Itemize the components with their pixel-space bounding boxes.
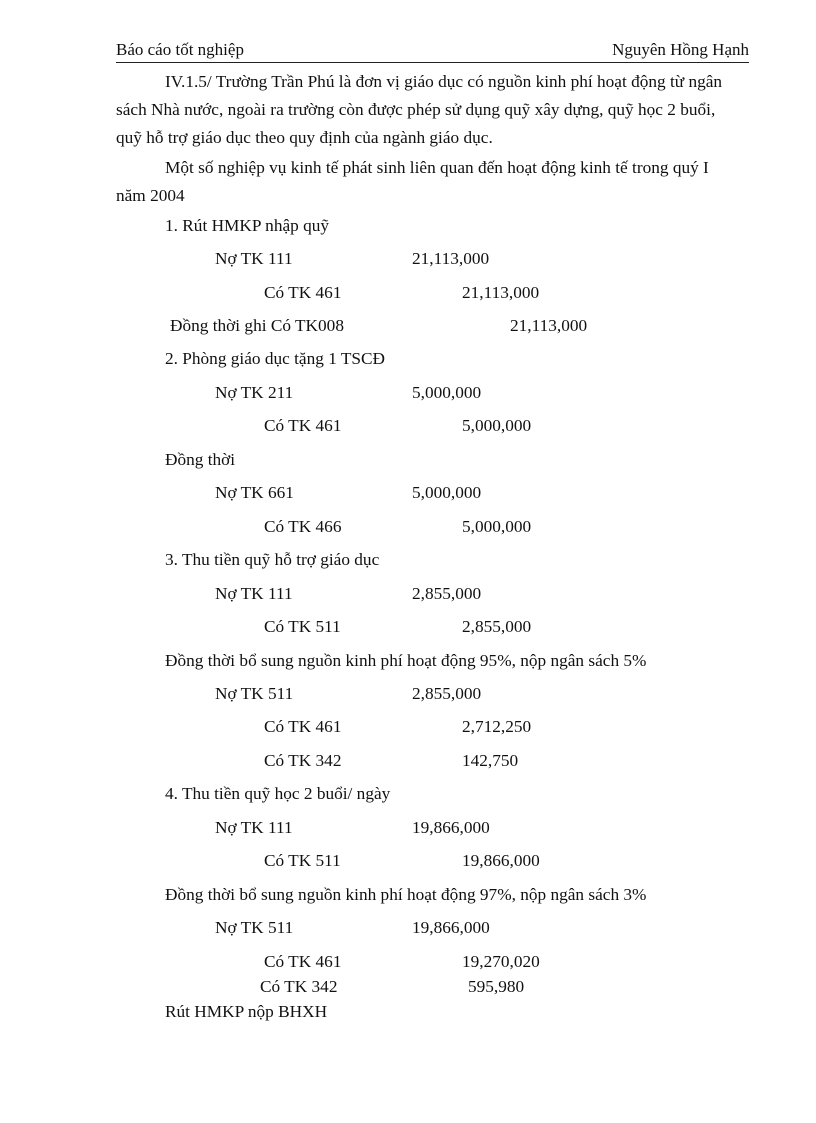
- credit-account: Có TK 461: [264, 416, 342, 435]
- credit-amount: 5,000,000: [462, 416, 532, 435]
- credit-amount: 142,750: [462, 751, 519, 770]
- note-line: Đồng thời: [165, 450, 236, 469]
- debit-account: Nợ TK 111: [215, 818, 293, 837]
- debit-amount: 5,000,000: [412, 483, 482, 502]
- note-line: Đồng thời bổ sung nguồn kinh phí hoạt động 95%, nộp ngân sách 5%: [165, 651, 647, 670]
- debit-amount: 5,000,000: [412, 383, 482, 402]
- debit-amount: 2,855,000: [412, 584, 482, 603]
- debit-amount: 19,866,000: [412, 818, 490, 837]
- credit-account: Có TK 342: [260, 977, 338, 996]
- summary-paragraph: Một số nghiệp vụ kinh tế phát sinh liên quan đến hoạt động kinh tế trong quý I năm 2004: [116, 158, 709, 205]
- credit-amount: 19,866,000: [462, 851, 540, 870]
- header-title: Báo cáo tốt nghiệp: [116, 40, 244, 59]
- section-heading: 1. Rút HMKP nhập quỹ: [165, 216, 330, 235]
- intro-paragraph: IV.1.5/ Trường Trần Phú là đơn vị giáo dục có nguồn kinh phí hoạt động từ ngân sách Nhà nước, ngoài ra trường còn được phép sử dụng quỹ xây dựng, quỹ học 2 buổi, quỹ hỗ trợ giáo dục theo quy định của ngành giáo dục.: [116, 72, 723, 147]
- credit-account: Có TK 511: [264, 617, 341, 636]
- credit-account: Có TK 461: [264, 952, 342, 971]
- credit-amount: 2,855,000: [462, 617, 532, 636]
- debit-account: Nợ TK 511: [215, 684, 294, 703]
- credit-amount: 19,270,020: [462, 952, 540, 971]
- section-heading: 3. Thu tiền quỹ hỗ trợ giáo dục: [165, 550, 380, 569]
- section-heading: Rút HMKP nộp BHXH: [165, 1002, 328, 1021]
- credit-amount: 595,980: [468, 977, 525, 996]
- debit-account: Nợ TK 211: [215, 383, 294, 402]
- credit-amount: 2,712,250: [462, 717, 532, 736]
- debit-account: Nợ TK 111: [215, 584, 293, 603]
- header-author: Nguyên Hồng Hạnh: [612, 40, 749, 59]
- credit-account: Có TK 461: [264, 283, 342, 302]
- debit-account: Nợ TK 111: [215, 249, 293, 268]
- note-line: Đồng thời ghi Có TK008: [170, 316, 344, 335]
- debit-account: Nợ TK 661: [215, 483, 294, 502]
- debit-account: Nợ TK 511: [215, 918, 294, 937]
- debit-amount: 2,855,000: [412, 684, 482, 703]
- credit-amount: 5,000,000: [462, 517, 532, 536]
- section-heading: 4. Thu tiền quỹ học 2 buổi/ ngày: [165, 784, 391, 803]
- debit-amount: 21,113,000: [412, 249, 490, 268]
- credit-amount: 21,113,000: [462, 283, 540, 302]
- section-heading: 2. Phòng giáo dục tặng 1 TSCĐ: [165, 349, 386, 368]
- credit-account: Có TK 466: [264, 517, 342, 536]
- page-header: [116, 38, 749, 63]
- debit-amount: 19,866,000: [412, 918, 490, 937]
- note-line: Đồng thời bổ sung nguồn kinh phí hoạt động 97%, nộp ngân sách 3%: [165, 885, 647, 904]
- credit-account: Có TK 511: [264, 851, 341, 870]
- credit-account: Có TK 342: [264, 751, 342, 770]
- note-amount: 21,113,000: [510, 316, 588, 335]
- credit-account: Có TK 461: [264, 717, 342, 736]
